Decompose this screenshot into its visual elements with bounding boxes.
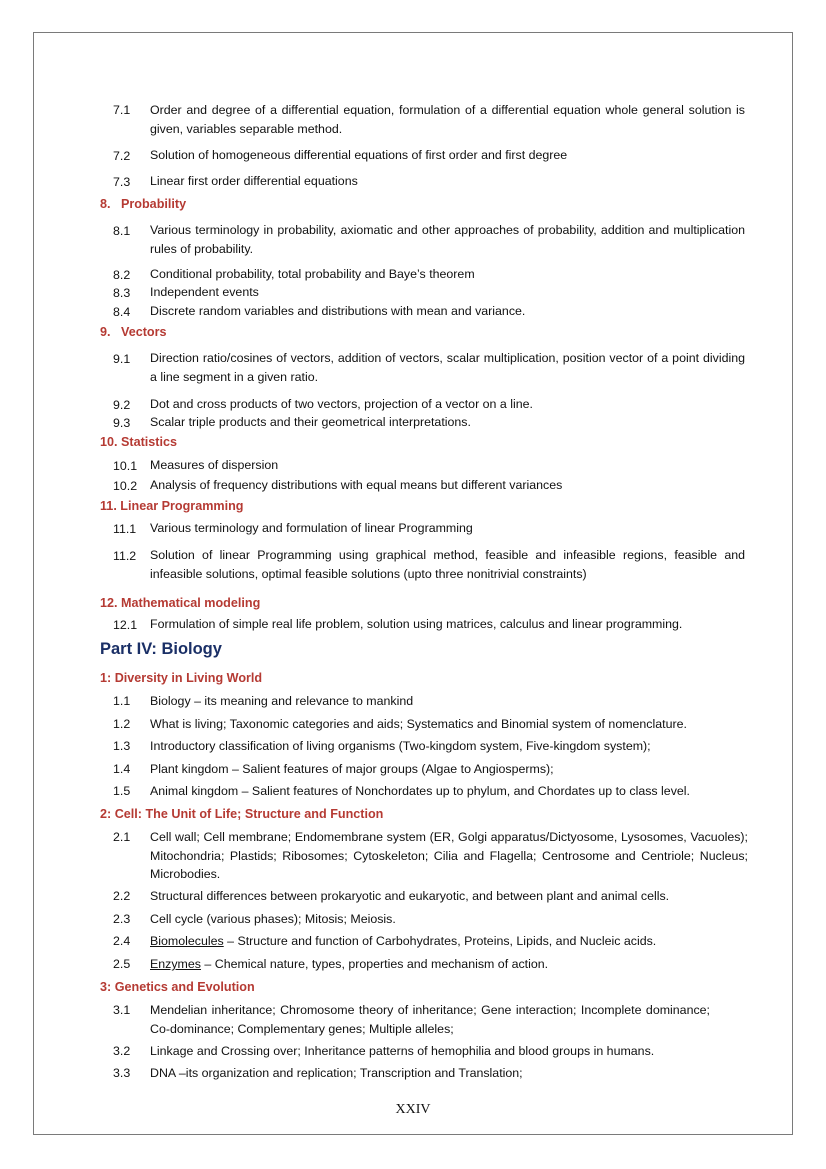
section-heading-diversity: 1: Diversity in Living World [100, 671, 263, 685]
item-text: What is living; Taxonomic categories and aids; Systematics and Binomial system of nomenclature. [150, 717, 687, 731]
item-number: 9.2 [113, 398, 131, 412]
item-number: 2.2 [113, 889, 131, 903]
item-number: 8.4 [113, 305, 131, 319]
section-heading-vectors: 9. Vectors [100, 325, 167, 339]
item-text: Mendelian inheritance; Chromosome theory of inheritance; Gene interaction; Incomplete dominance; Co-dominance; Complementary genes; Multiple alleles; [150, 1003, 710, 1036]
term-description: – Structure and function of Carbohydrates, Proteins, Lipids, and Nucleic acids. [223, 934, 657, 948]
item-number: 3.2 [113, 1044, 131, 1058]
item-text: Plant kingdom – Salient features of major groups (Algae to Angiosperms); [150, 762, 554, 776]
item-text: Solution of homogeneous differential equations of first order and first degree [150, 148, 568, 162]
item-text: Linear first order differential equations [150, 174, 358, 188]
item-number: 1.2 [113, 717, 131, 731]
item-text: Order and degree of a differential equation, formulation of a differential equation whole general solution is given, variables separable method. [150, 103, 745, 136]
item-number: 9.1 [113, 352, 131, 366]
item-text [150, 955, 748, 974]
item-text: Solution of linear Programming using graphical method, feasible and infeasible regions, feasible and infeasible solutions, optimal feasible solutions (upto three nonitrivial constraints) [150, 548, 745, 581]
part-title: Part IV: Biology [100, 640, 222, 658]
item-number: 2.4 [113, 934, 131, 948]
item-number: 3.3 [113, 1066, 131, 1080]
item-number: 7.2 [113, 149, 131, 163]
section-heading-linear-programming: 11. Linear Programming [100, 499, 244, 513]
section-heading-genetics: 3: Genetics and Evolution [100, 980, 255, 994]
term-underlined: Biomolecules [150, 934, 224, 948]
item-number: 8.1 [113, 224, 131, 238]
item-text: Analysis of frequency distributions with equal means but different variances [150, 478, 563, 492]
item-number: 2.5 [113, 957, 131, 971]
item-number: 9.3 [113, 416, 131, 430]
item-text: Structural differences between prokaryotic and eukaryotic, and between plant and animal cells. [150, 889, 670, 903]
term-description: – Chemical nature, types, properties and mechanism of action. [200, 957, 549, 971]
item-text: Dot and cross products of two vectors, projection of a vector on a line. [150, 397, 533, 411]
item-number: 1.3 [113, 739, 131, 753]
item-number: 11.2 [113, 549, 137, 563]
item-number: 8.3 [113, 286, 131, 300]
item-text: Various terminology and formulation of linear Programming [150, 521, 473, 535]
item-number: 2.3 [113, 912, 131, 926]
item-number: 10.2 [113, 479, 138, 493]
item-text: DNA –its organization and replication; Transcription and Translation; [150, 1066, 523, 1080]
item-text [150, 932, 748, 951]
page-number: XXIV [395, 1102, 431, 1117]
item-text: Biology – its meaning and relevance to mankind [150, 694, 414, 708]
item-number: 10.1 [113, 459, 138, 473]
item-text: Cell wall; Cell membrane; Endomembrane system (ER, Golgi apparatus/Dictyosome, Lysosomes, Vacuoles); Mitochondria; Plastids; Ribosomes; Cytoskeleton; Cilia and Flagella; Centrosome and Centriole; Nucleus; Microbodies. [150, 830, 748, 881]
item-text: Various terminology in probability, axiomatic and other approaches of probability, addition and multiplication rules of probability. [150, 223, 745, 256]
item-text: Formulation of simple real life problem, solution using matrices, calculus and linear programming. [150, 617, 683, 631]
section-heading-cell: 2: Cell: The Unit of Life; Structure and Function [100, 807, 384, 821]
item-text: Discrete random variables and distributions with mean and variance. [150, 304, 526, 318]
item-text: Scalar triple products and their geometrical interpretations. [150, 415, 471, 429]
item-text: Introductory classification of living organisms (Two-kingdom system, Five-kingdom system); [150, 739, 651, 753]
item-text: Independent events [150, 285, 259, 299]
item-text: Direction ratio/cosines of vectors, addition of vectors, scalar multiplication, position vector of a point dividing a line segment in a given ratio. [150, 351, 745, 384]
item-text: Linkage and Crossing over; Inheritance patterns of hemophilia and blood groups in humans. [150, 1044, 655, 1058]
item-text: Measures of dispersion [150, 458, 279, 472]
term-underlined: Enzymes [150, 957, 201, 971]
item-number: 1.4 [113, 762, 131, 776]
item-number: 3.1 [113, 1003, 131, 1017]
item-number: 8.2 [113, 268, 131, 282]
item-number: 1.5 [113, 784, 131, 798]
item-text: Animal kingdom – Salient features of Nonchordates up to phylum, and Chordates up to class level. [150, 784, 690, 798]
section-heading-mathematical-modeling: 12. Mathematical modeling [100, 596, 261, 610]
section-heading-probability: 8. Probability [100, 197, 187, 211]
item-number: 1.1 [113, 694, 131, 708]
item-text: Cell cycle (various phases); Mitosis; Meiosis. [150, 912, 396, 926]
item-text: Conditional probability, total probability and Baye’s theorem [150, 267, 475, 281]
item-number: 2.1 [113, 830, 131, 844]
item-number: 7.3 [113, 175, 131, 189]
item-number: 11.1 [113, 522, 137, 536]
section-heading-statistics: 10. Statistics [100, 435, 178, 449]
item-number: 7.1 [113, 103, 131, 117]
item-number: 12.1 [113, 618, 138, 632]
